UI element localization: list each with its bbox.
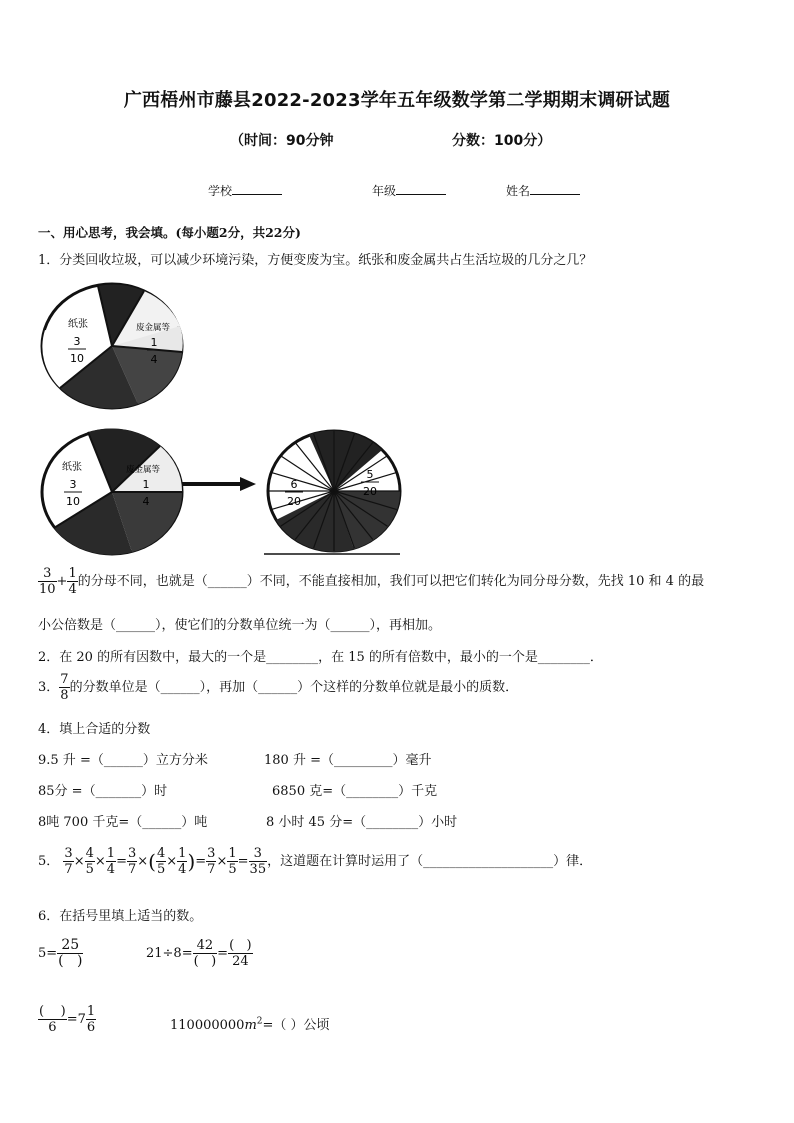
paper-label-2: 纸张 <box>62 462 82 473</box>
paper-frac-d: 10 <box>70 352 84 365</box>
metal-frac-d-2: 4 <box>142 495 150 508</box>
grade-field[interactable] <box>372 182 446 199</box>
school-field[interactable] <box>208 182 282 199</box>
metal-frac-d: 4 <box>150 353 158 366</box>
q6-item-d: $110000000m^2=$（ ）公顷 <box>170 1016 330 1033</box>
question-2-text: 2．在 20 的所有因数中，最大的一个是________，在 15 的所有倍数中，最小的一个是________． <box>38 650 603 665</box>
question-3: 3． $\frac{7}{8}$ 的分数单位是（______），再加（______）个这样的分数单位就是最小的质数． <box>38 672 519 703</box>
q4-item-1: 9.5 升 =（______）立方分米 <box>38 753 208 768</box>
fraction-7-8: $\frac{7}{8}$ <box>60 672 69 703</box>
explanation-line-2: 小公倍数是（______），使它们的分数单位统一为（______），再相加。 <box>38 618 442 633</box>
paper-label: 纸张 <box>68 319 88 330</box>
question-6-title: 6．在括号里填上适当的数。 <box>38 909 203 924</box>
page-title: 广西梧州市藤县2022-2023学年五年级数学第二学期期末调研试题 <box>123 90 671 111</box>
explanation-line-1: 的分母不同，也就是（______）不同，不能直接相加，我们可以把它们转化为同分母分数，先找 10 和 4 的最 <box>77 574 705 589</box>
pie-chart-bottom <box>40 428 190 558</box>
q6-item-c: $\frac{( )}{6}$ =7 $\frac{1}{6}$ <box>39 1004 96 1035</box>
frac-b-n: 5 <box>366 468 374 481</box>
arrow-right-icon <box>180 474 260 494</box>
exam-time: （时间：90分钟 <box>230 133 334 149</box>
frac-a-d: 20 <box>287 495 301 508</box>
paper-frac-n: 3 <box>73 335 81 348</box>
name-field[interactable] <box>506 182 580 199</box>
paper-frac-n-2: 3 <box>69 478 77 491</box>
pie-chart-top <box>40 282 190 412</box>
q4-item-6: 8 小时 45 分=（________）小时 <box>266 815 458 830</box>
metal-label-2: 废金属等 <box>126 465 161 475</box>
frac-b-d: 20 <box>363 485 377 498</box>
q4-item-4: 6850 克=（________）千克 <box>272 784 438 799</box>
name-label: 姓名 <box>506 184 531 198</box>
exam-score: 分数：100分） <box>452 133 552 149</box>
q6-item-b: 21÷8= $\frac{42}{( )}$ = $\frac{( )}{24}$ <box>146 938 252 969</box>
metal-frac-n: 1 <box>150 336 158 349</box>
metal-label: 废金属等 <box>136 323 171 333</box>
q4-item-2: 180 升 =（_________）毫升 <box>264 753 432 768</box>
q6-item-a: 5= $\frac{25}{( )}$ <box>38 937 83 969</box>
question-3-text: 的分数单位是（______），再加（______）个这样的分数单位就是最小的质数． <box>69 680 519 695</box>
question-1-explanation: $\frac{3}{10}$ + $\frac{1}{4}$ 的分母不同，也就是（______）不同，不能直接相加，我们可以把它们转化为同分母分数，先找 10 和 4 的最 <box>39 566 705 597</box>
fraction-3-10: $\frac{3}{10}$ <box>39 566 56 597</box>
grade-label: 年级 <box>372 184 397 198</box>
name-blank[interactable] <box>530 182 580 195</box>
question-1-text: 1．分类回收垃圾，可以减少环境污染，方便变废为宝。纸张和废金属共占生活垃圾的几分之几？ <box>38 253 593 268</box>
section-heading: 一、用心思考，我会填。(每小题2分，共22分) <box>38 225 301 240</box>
question-4-title: 4．填上合适的分数 <box>38 722 151 737</box>
frac-a-n: 6 <box>290 478 298 491</box>
paper-frac-d-2: 10 <box>66 495 80 508</box>
grade-blank[interactable] <box>396 182 446 195</box>
school-blank[interactable] <box>232 182 282 195</box>
metal-frac-n-2: 1 <box>142 478 150 491</box>
question-5: 5． $\frac{3}{7}$ × $\frac{4}{5}$ × $\frac{1}{4}$ = $\frac{3}{7}$ ×( $\frac{4}{5}$ × $\frac{1}{4}$ )= $\frac{3}{7}$ × $\frac{1}{5}$ = $\frac{3}{35}$ ，这道题在计算时运用了（____________________）律． <box>38 846 593 877</box>
school-label: 学校 <box>208 184 233 198</box>
pie-chart-twentieths <box>264 428 404 558</box>
q4-item-5: 8吨 700 千克=（______）吨 <box>38 815 208 830</box>
fraction-1-4: $\frac{1}{4}$ <box>68 566 77 597</box>
q4-item-3: 85分 =（_______）时 <box>38 784 168 799</box>
question-5-text: ，这道题在计算时运用了（____________________）律． <box>267 854 593 869</box>
